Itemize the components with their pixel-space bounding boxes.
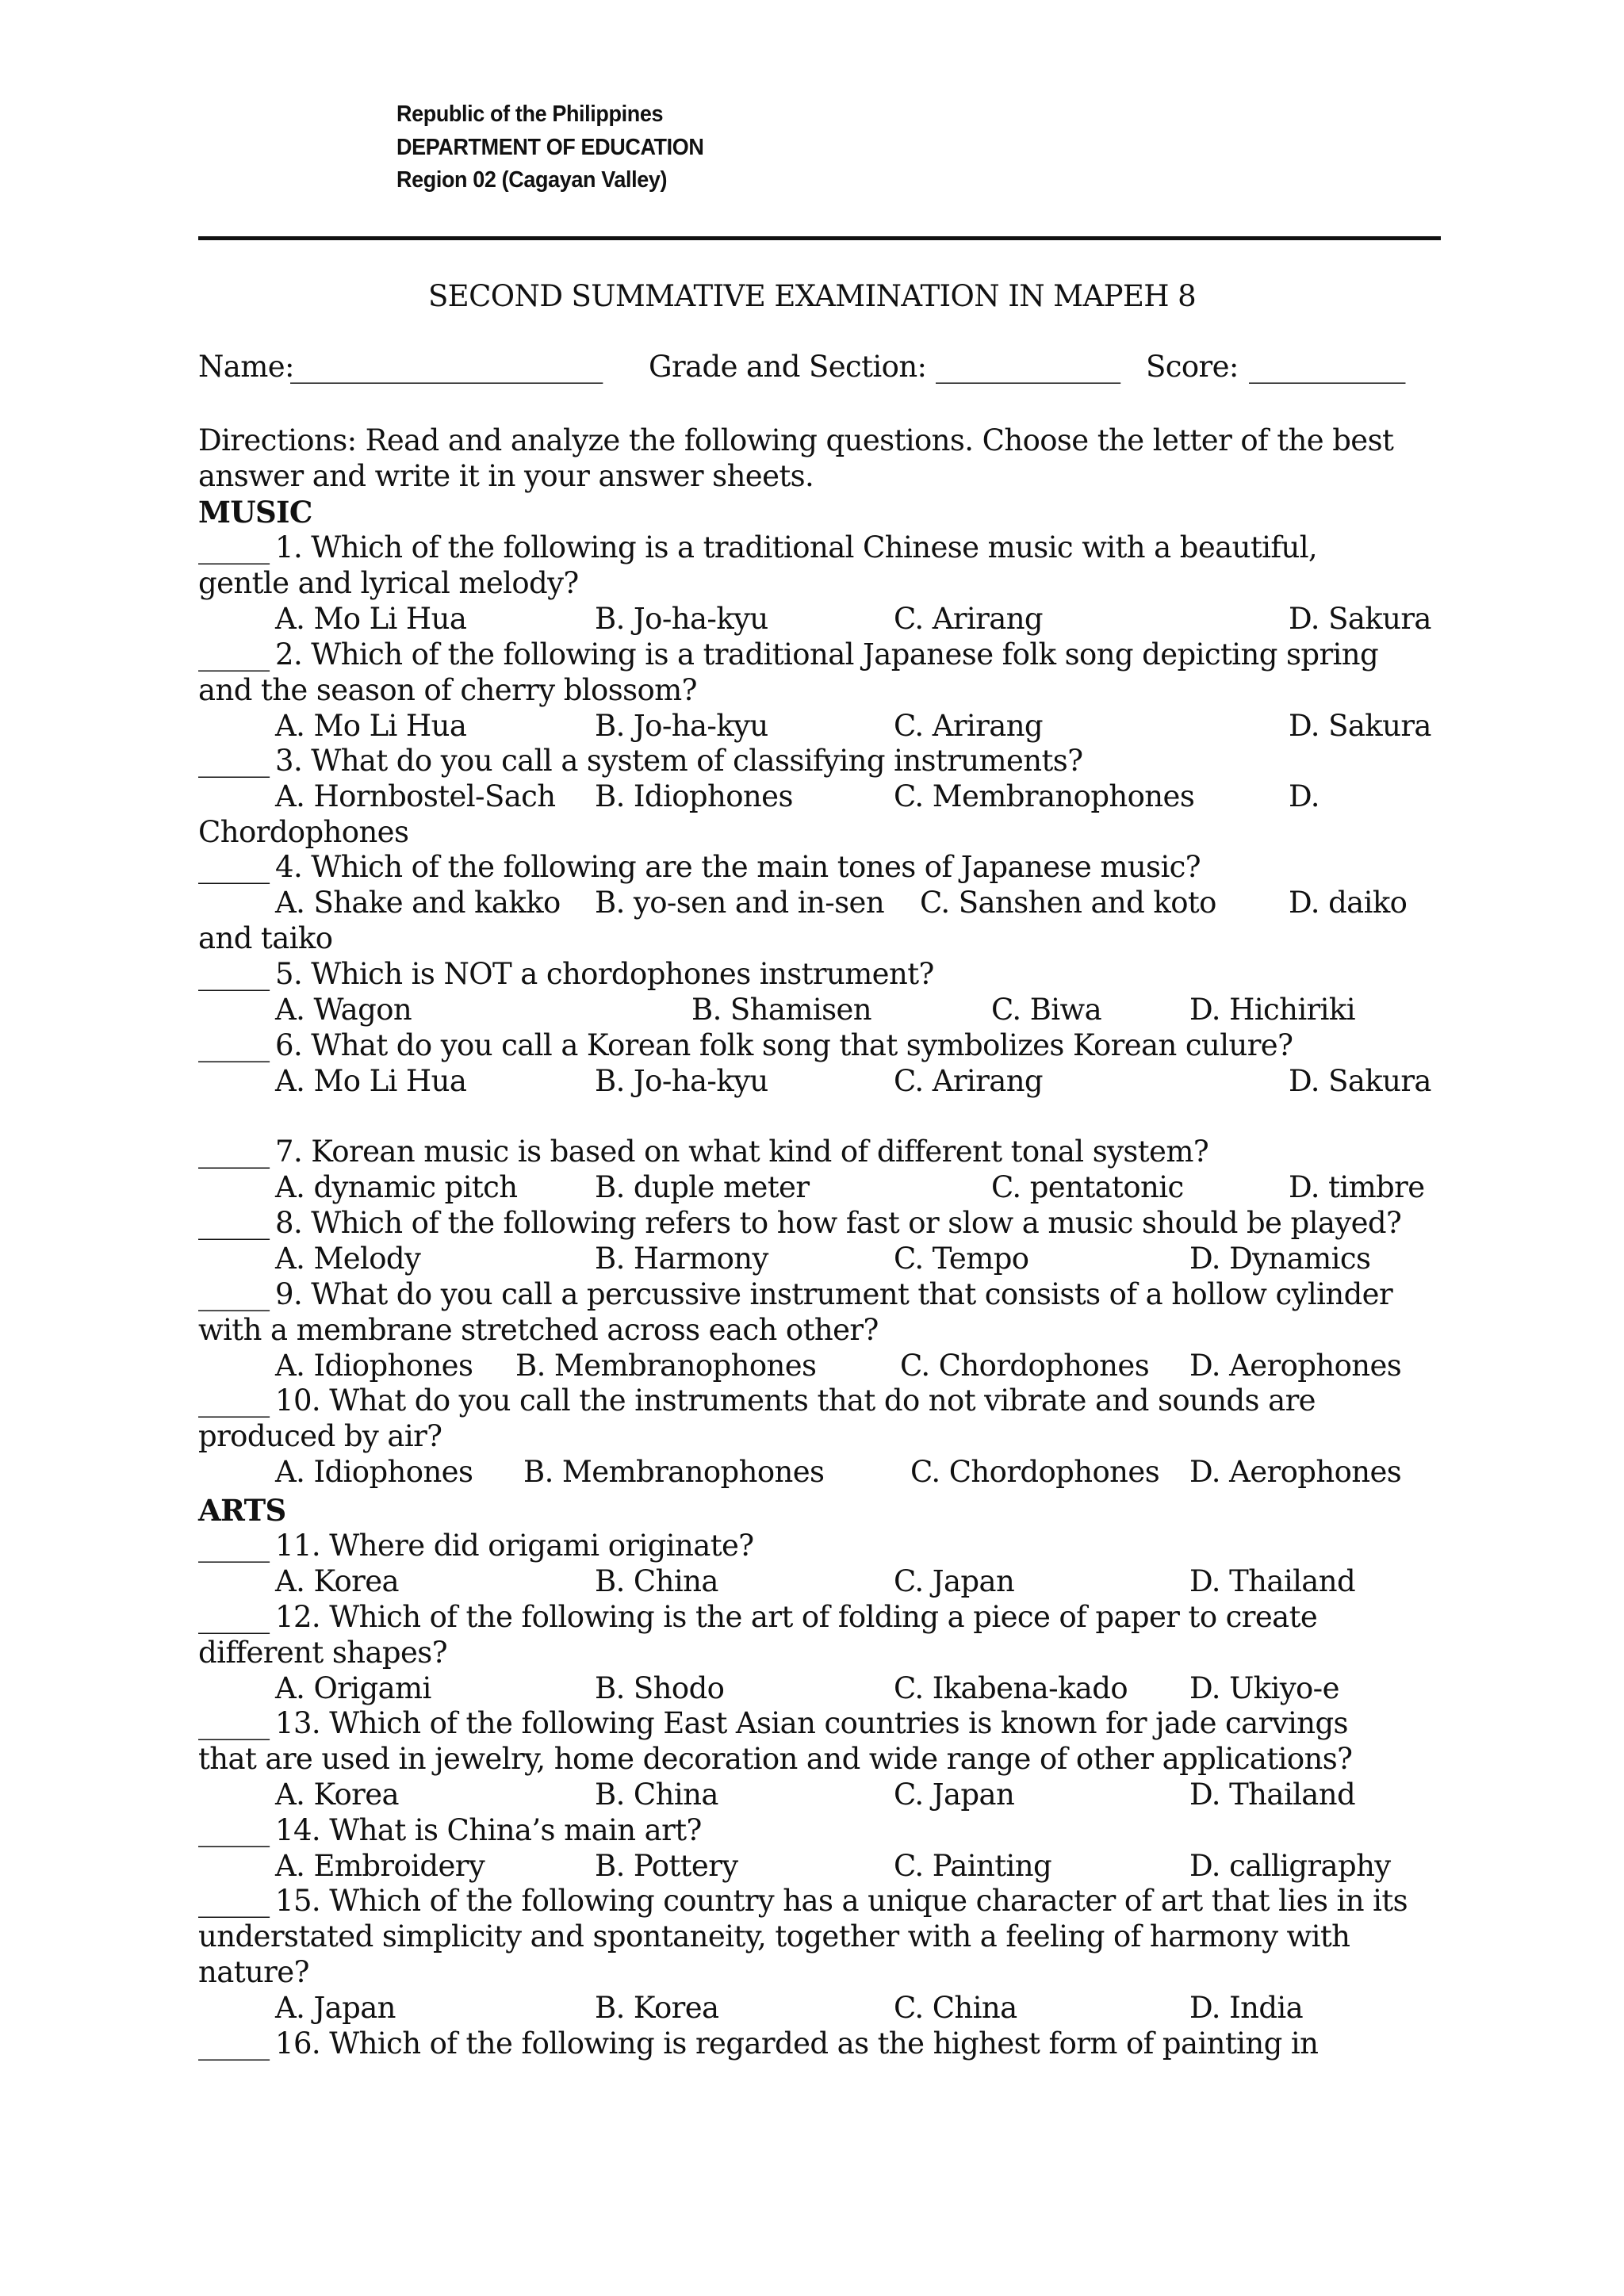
- question-1-choice-c: C. Arirang: [894, 602, 1044, 636]
- question-2-choice-a: A. Mo Li Hua: [275, 709, 467, 743]
- question-3-text: 3. What do you call a system of classifying instruments?: [275, 744, 1083, 778]
- question-5-choice-c: C. Biwa: [991, 993, 1102, 1027]
- question-4-choice-d-continued: and taiko: [198, 921, 333, 955]
- question-13-choice-d: D. Thailand: [1189, 1777, 1356, 1812]
- question-14-choice-b: B. Pottery: [595, 1849, 738, 1883]
- question-5-choice-b: B. Shamisen: [691, 993, 871, 1027]
- question-7-choice-b: B. duple meter: [595, 1170, 810, 1204]
- answer-blank[interactable]: _____: [198, 1383, 270, 1418]
- question-5-choice-d: D. Hichiriki: [1189, 993, 1355, 1027]
- answer-blank[interactable]: _____: [198, 530, 270, 564]
- answer-blank[interactable]: _____: [198, 1529, 270, 1563]
- question-13-choice-a: A. Korea: [275, 1777, 400, 1812]
- question-10-text: 10. What do you call the instruments that do not vibrate and sounds are: [275, 1383, 1316, 1418]
- question-15-text: understated simplicity and spontaneity, together with a feeling of harmony with: [198, 1919, 1350, 1954]
- question-11-choice-d: D. Thailand: [1189, 1564, 1356, 1598]
- question-12-text: 12. Which of the following is the art of folding a piece of paper to create: [275, 1600, 1318, 1634]
- question-2-choice-c: C. Arirang: [894, 709, 1044, 743]
- question-8-choice-a: A. Melody: [275, 1242, 421, 1276]
- question-7-choice-a: A. dynamic pitch: [275, 1170, 518, 1204]
- question-1-text: gentle and lyrical melody?: [198, 566, 579, 600]
- header-region: Region 02 (Cagayan Valley): [396, 167, 668, 193]
- directions-line-2: answer and write it in your answer sheets.: [198, 459, 814, 493]
- question-2-text: 2. Which of the following is a traditional Japanese folk song depicting spring: [275, 637, 1379, 672]
- question-10-text: produced by air?: [198, 1419, 442, 1453]
- question-9-choice-d: D. Aerophones: [1189, 1349, 1402, 1383]
- question-15-text: nature?: [198, 1955, 309, 1989]
- question-10-choice-a: A. Idiophones: [275, 1455, 473, 1489]
- question-15-choice-a: A. Japan: [275, 1991, 396, 2025]
- name-label: Name:: [198, 350, 294, 384]
- question-15-choice-d: D. India: [1189, 1991, 1304, 2025]
- question-8-choice-b: B. Harmony: [595, 1242, 768, 1276]
- question-3-choice-d: D.: [1289, 779, 1320, 813]
- question-14-choice-c: C. Painting: [894, 1849, 1052, 1883]
- question-15-choice-c: C. China: [894, 1991, 1017, 2025]
- question-11-choice-c: C. Japan: [894, 1564, 1015, 1598]
- directions-line-1: Directions: Read and analyze the following questions. Choose the letter of the best: [198, 423, 1394, 457]
- answer-blank[interactable]: _____: [198, 744, 270, 778]
- question-14-text: 14. What is China’s main art?: [275, 1813, 702, 1847]
- question-4-text: 4. Which of the following are the main tones of Japanese music?: [275, 850, 1201, 884]
- question-7-choice-c: C. pentatonic: [991, 1170, 1184, 1204]
- question-8-choice-c: C. Tempo: [894, 1242, 1029, 1276]
- question-12-text: different shapes?: [198, 1636, 447, 1670]
- answer-blank[interactable]: _____: [198, 1028, 270, 1062]
- question-8-choice-d: D. Dynamics: [1189, 1242, 1371, 1276]
- answer-blank[interactable]: _____: [198, 1277, 270, 1311]
- exam-title: SECOND SUMMATIVE EXAMINATION IN MAPEH 8: [427, 279, 1197, 313]
- question-12-choice-d: D. Ukiyo-e: [1189, 1671, 1339, 1705]
- question-14-choice-a: A. Embroidery: [275, 1849, 485, 1883]
- question-3-choice-c: C. Membranophones: [894, 779, 1195, 813]
- question-4-choice-a: A. Shake and kakko: [275, 886, 561, 920]
- answer-blank[interactable]: _____: [198, 1813, 270, 1847]
- grade-section-blank[interactable]: _____________: [936, 350, 1120, 384]
- question-1-choice-d: D. Sakura: [1289, 602, 1431, 636]
- question-16-text: 16. Which of the following is regarded as the highest form of painting in: [275, 2026, 1319, 2061]
- question-4-choice-d: D. daiko: [1289, 886, 1408, 920]
- answer-blank[interactable]: _____: [198, 1206, 270, 1240]
- answer-blank[interactable]: _____: [198, 1600, 270, 1634]
- question-7-choice-d: D. timbre: [1289, 1170, 1425, 1204]
- answer-blank[interactable]: _____: [198, 2026, 270, 2061]
- question-12-choice-b: B. Shodo: [595, 1671, 725, 1705]
- question-6-choice-a: A. Mo Li Hua: [275, 1064, 467, 1098]
- score-blank[interactable]: ___________: [1249, 350, 1405, 384]
- question-5-choice-a: A. Wagon: [275, 993, 412, 1027]
- question-10-choice-b: B. Membranophones: [523, 1455, 825, 1489]
- question-3-choice-a: A. Hornbostel-Sach: [275, 779, 556, 813]
- question-13-text: that are used in jewelry, home decoration and wide range of other applications?: [198, 1742, 1353, 1776]
- answer-blank[interactable]: _____: [198, 1135, 270, 1169]
- question-12-choice-a: A. Origami: [275, 1671, 431, 1705]
- question-5-text: 5. Which is NOT a chordophones instrument?: [275, 957, 934, 991]
- question-10-choice-c: C. Chordophones: [910, 1455, 1160, 1489]
- question-14-choice-d: D. calligraphy: [1189, 1849, 1391, 1883]
- question-6-choice-d: D. Sakura: [1289, 1064, 1431, 1098]
- question-11-text: 11. Where did origami originate?: [275, 1529, 754, 1563]
- section-heading-music: MUSIC: [198, 495, 312, 530]
- question-11-choice-b: B. China: [595, 1564, 718, 1598]
- question-15-choice-b: B. Korea: [595, 1991, 719, 2025]
- question-15-text: 15. Which of the following country has a unique character of art that lies in its: [275, 1884, 1408, 1918]
- question-9-choice-c: C. Chordophones: [900, 1349, 1150, 1383]
- question-3-choice-b: B. Idiophones: [595, 779, 793, 813]
- answer-blank[interactable]: _____: [198, 1884, 270, 1918]
- question-11-choice-a: A. Korea: [275, 1564, 400, 1598]
- question-8-text: 8. Which of the following refers to how fast or slow a music should be played?: [275, 1206, 1402, 1240]
- question-4-choice-b: B. yo-sen and in-sen: [595, 886, 885, 920]
- question-6-choice-b: B. Jo-ha-kyu: [595, 1064, 768, 1098]
- question-6-choice-c: C. Arirang: [894, 1064, 1044, 1098]
- question-2-choice-d: D. Sakura: [1289, 709, 1431, 743]
- question-13-choice-c: C. Japan: [894, 1777, 1015, 1812]
- question-4-choice-c: C. Sanshen and koto: [920, 886, 1216, 920]
- question-12-choice-c: C. Ikabena-kado: [894, 1671, 1128, 1705]
- question-9-text: 9. What do you call a percussive instrument that consists of a hollow cylinder: [275, 1277, 1393, 1311]
- header-republic: Republic of the Philippines: [396, 101, 664, 127]
- question-10-choice-d: D. Aerophones: [1189, 1455, 1402, 1489]
- header-divider: [198, 236, 1441, 240]
- answer-blank[interactable]: _____: [198, 637, 270, 672]
- question-1-choice-a: A. Mo Li Hua: [275, 602, 467, 636]
- answer-blank[interactable]: _____: [198, 850, 270, 884]
- question-9-choice-a: A. Idiophones: [275, 1349, 473, 1383]
- question-3-choice-d-continued: Chordophones: [198, 815, 409, 849]
- answer-blank[interactable]: _____: [198, 957, 270, 991]
- name-blank[interactable]: ______________________: [290, 350, 603, 384]
- header-department: DEPARTMENT OF EDUCATION: [396, 135, 704, 160]
- question-1-text: 1. Which of the following is a traditional Chinese music with a beautiful,: [275, 530, 1318, 564]
- question-1-choice-b: B. Jo-ha-kyu: [595, 602, 768, 636]
- question-9-text: with a membrane stretched across each other?: [198, 1313, 879, 1347]
- question-2-text: and the season of cherry blossom?: [198, 673, 697, 707]
- question-9-choice-b: B. Membranophones: [515, 1349, 817, 1383]
- section-heading-arts: ARTS: [198, 1493, 286, 1528]
- score-label: Score:: [1146, 350, 1239, 384]
- question-6-text: 6. What do you call a Korean folk song that symbolizes Korean culure?: [275, 1028, 1293, 1062]
- question-2-choice-b: B. Jo-ha-kyu: [595, 709, 768, 743]
- grade-section-label: Grade and Section:: [649, 350, 927, 384]
- question-7-text: 7. Korean music is based on what kind of different tonal system?: [275, 1135, 1209, 1169]
- question-13-text: 13. Which of the following East Asian countries is known for jade carvings: [275, 1706, 1348, 1740]
- question-13-choice-b: B. China: [595, 1777, 718, 1812]
- answer-blank[interactable]: _____: [198, 1706, 270, 1740]
